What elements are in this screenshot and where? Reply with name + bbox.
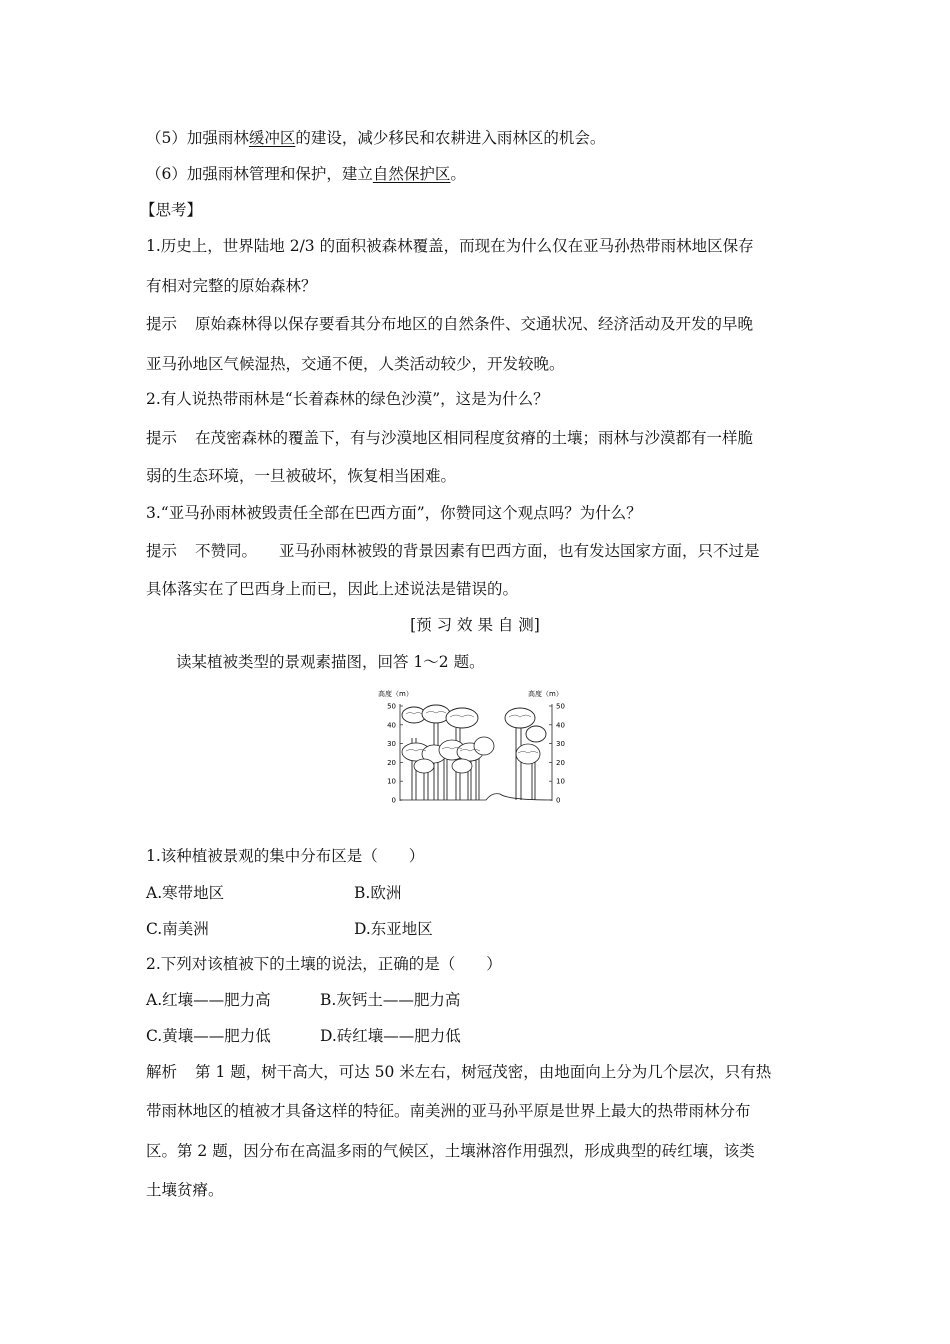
hint-text: 亚马孙雨林被毁的背景因素有巴西方面，也有发达国家方面，只不过是 — [279, 542, 760, 560]
option-d[interactable]: D.东亚地区 — [354, 920, 433, 938]
left-axis-ticks — [387, 703, 403, 805]
buffer-zone-term: 缓冲区 — [248, 129, 296, 147]
analysis-line3: 区。第 2 题，因分布在高温多雨的气候区，土壤淋溶作用强烈，形成典型的砖红壤，该类 — [146, 1142, 755, 1160]
axis-tick-label: 50 — [556, 702, 565, 711]
analysis-text: 第 1 题，树干高大，可达 50 米左右，树冠茂密，由地面向上分为几个层次，只有热 — [195, 1063, 772, 1081]
emergent-canopy — [402, 705, 546, 742]
axis-tick-label: 0 — [391, 796, 396, 805]
right-axis-title: 高度（m） — [528, 690, 563, 698]
nature-reserve-term: 自然保护区 — [372, 165, 451, 183]
think-a1-line2: 亚马孙地区气候湿热，交通不便，人类活动较少，开发较晚。 — [146, 355, 565, 373]
self-test-heading: [预 习 效 果 自 测] — [410, 616, 540, 634]
axis-tick-label: 50 — [387, 702, 396, 711]
measure-5 — [146, 128, 605, 148]
axis-tick-label: 40 — [387, 721, 396, 730]
question-2-options-row1 — [146, 990, 460, 1010]
hint-text: 在茂密森林的覆盖下，有与沙漠地区相同程度贫瘠的土壤；雨林与沙漠都有一样脆 — [195, 429, 754, 447]
think-q3: 3.“亚马孙雨林被毁责任全部在巴西方面”，你赞同这个观点吗？为什么？ — [146, 504, 642, 522]
question-2: 2.下列对该植被下的土壤的说法，正确的是（ ） — [146, 955, 502, 973]
think-q1-line1: 1.历史上，世界陆地 2/3 的面积被森林覆盖，而现在为什么仅在亚马孙热带雨林地区保存 — [146, 237, 754, 255]
left-axis-title: 高度（m） — [378, 690, 413, 698]
think-q2: 2.有人说热带雨林是“长着森林的绿色沙漠”，这是为什么？ — [146, 390, 549, 408]
question-1-options-row2 — [146, 919, 433, 939]
hint-label: 提示 — [146, 429, 178, 447]
hint-label: 提示 — [146, 315, 178, 333]
measure-6 — [146, 164, 466, 184]
rainforest-sketch-figure — [376, 688, 572, 806]
think-q1-line2: 有相对完整的原始森林？ — [146, 277, 317, 295]
axis-tick-label: 10 — [556, 777, 565, 786]
option-b[interactable]: B.欧洲 — [354, 884, 402, 902]
question-1: 1.该种植被景观的集中分布区是（ ） — [146, 847, 425, 865]
measure-6-suffix: 。 — [450, 165, 466, 183]
lower-canopy — [402, 737, 540, 773]
analysis-line2: 带雨林地区的植被才具备这样的特征。南美洲的亚马孙平原是世界上最大的热带雨林分布 — [146, 1102, 751, 1120]
think-a3-line2: 具体落实在了巴西身上而已，因此上述说法是错误的。 — [146, 580, 519, 598]
think-a2-line2: 弱的生态环境，一旦被破坏，恢复相当困难。 — [146, 467, 457, 485]
option-d[interactable]: D.砖红壤——肥力低 — [320, 1027, 461, 1045]
axis-tick-label: 0 — [556, 796, 561, 805]
think-a2-line1 — [146, 428, 753, 448]
think-a1-line1 — [146, 314, 753, 334]
measure-5-suffix: 的建设，减少移民和农耕进入雨林区的机会。 — [295, 129, 606, 147]
axis-tick-label: 20 — [387, 758, 396, 767]
option-c[interactable]: C.黄壤——肥力低 — [146, 1027, 271, 1045]
option-a[interactable]: A.红壤——肥力高 — [146, 991, 271, 1009]
analysis-label: 解析 — [146, 1063, 178, 1081]
axis-tick-label: 30 — [387, 740, 396, 749]
think-a3-line1 — [146, 541, 760, 561]
hint-text: 原始森林得以保存要看其分布地区的自然条件、交通状况、经济活动及开发的早晚 — [195, 315, 754, 333]
question-1-options-row1 — [146, 883, 401, 903]
option-b[interactable]: B.灰钙土——肥力高 — [320, 991, 461, 1009]
measure-6-prefix: （6）加强雨林管理和保护，建立 — [146, 165, 373, 183]
think-heading: 【思考】 — [140, 201, 203, 219]
analysis-line1 — [146, 1062, 771, 1082]
axis-tick-label: 40 — [556, 721, 565, 730]
self-test-intro: 读某植被类型的景观素描图，回答 1～2 题。 — [176, 653, 485, 671]
hint-answer: 不赞同。 — [195, 542, 258, 560]
measure-5-prefix: （5）加强雨林 — [146, 129, 249, 147]
right-axis-ticks — [549, 703, 565, 805]
axis-tick-label: 20 — [556, 758, 565, 767]
axis-tick-label: 30 — [556, 740, 565, 749]
option-a[interactable]: A.寒带地区 — [146, 884, 225, 902]
hint-label: 提示 — [146, 542, 178, 560]
axis-tick-label: 10 — [387, 777, 396, 786]
option-c[interactable]: C.南美洲 — [146, 920, 209, 938]
analysis-line4: 土壤贫瘠。 — [146, 1181, 224, 1199]
question-2-options-row2 — [146, 1026, 461, 1046]
